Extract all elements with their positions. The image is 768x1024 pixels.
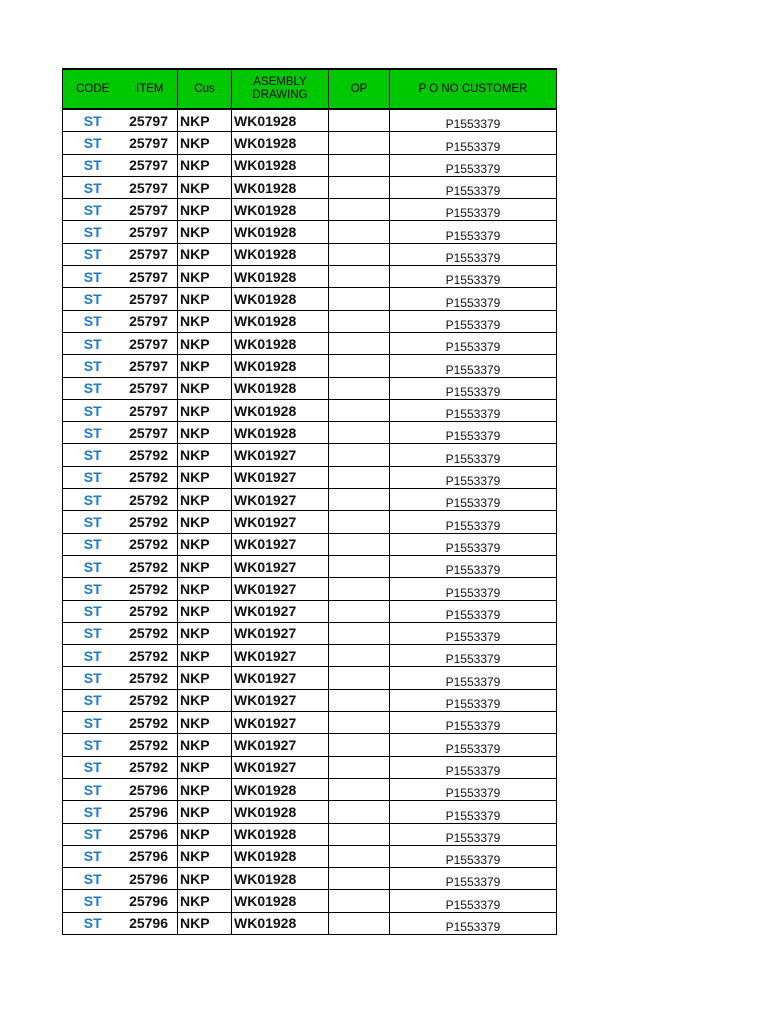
- cell-item: 25797: [123, 221, 178, 243]
- cell-cus: NKP: [178, 176, 232, 198]
- cell-item: 25797: [123, 288, 178, 310]
- cell-cus: NKP: [178, 756, 232, 778]
- cell-cus: NKP: [178, 734, 232, 756]
- table-row: [63, 890, 557, 912]
- header-code: CODE: [63, 69, 123, 109]
- table-header: [63, 69, 557, 109]
- cell-code: ST: [63, 801, 123, 823]
- cell-po-no-customer: P1553379: [390, 578, 557, 600]
- cell-po-no-customer: P1553379: [390, 667, 557, 689]
- cell-code: ST: [63, 243, 123, 265]
- table-row: [63, 912, 557, 934]
- cell-code: ST: [63, 221, 123, 243]
- table-row: [63, 868, 557, 890]
- cell-op: [329, 868, 390, 890]
- cell-item: 25797: [123, 243, 178, 265]
- cell-assembly-drawing: WK01927: [232, 734, 329, 756]
- cell-po-no-customer: P1553379: [390, 154, 557, 176]
- cell-op: [329, 310, 390, 332]
- cell-code: ST: [63, 756, 123, 778]
- cell-op: [329, 734, 390, 756]
- cell-op: [329, 243, 390, 265]
- cell-op: [329, 221, 390, 243]
- cell-code: ST: [63, 578, 123, 600]
- cell-code: ST: [63, 266, 123, 288]
- cell-po-no-customer: P1553379: [390, 712, 557, 734]
- cell-cus: NKP: [178, 154, 232, 176]
- table-row: [63, 221, 557, 243]
- cell-po-no-customer: P1553379: [390, 266, 557, 288]
- cell-po-no-customer: P1553379: [390, 912, 557, 934]
- header-assembly-line2: DRAWING: [252, 89, 308, 101]
- cell-code: ST: [63, 734, 123, 756]
- cell-cus: NKP: [178, 511, 232, 533]
- cell-assembly-drawing: WK01927: [232, 489, 329, 511]
- cell-cus: NKP: [178, 801, 232, 823]
- cell-code: ST: [63, 912, 123, 934]
- cell-op: [329, 377, 390, 399]
- cell-po-no-customer: P1553379: [390, 355, 557, 377]
- cell-op: [329, 578, 390, 600]
- cell-assembly-drawing: WK01928: [232, 868, 329, 890]
- table-row: [63, 199, 557, 221]
- table-row: [63, 444, 557, 466]
- cell-assembly-drawing: WK01928: [232, 221, 329, 243]
- cell-po-no-customer: P1553379: [390, 489, 557, 511]
- table-row: [63, 332, 557, 354]
- cell-code: ST: [63, 667, 123, 689]
- cell-cus: NKP: [178, 310, 232, 332]
- cell-item: 25797: [123, 176, 178, 198]
- cell-code: ST: [63, 466, 123, 488]
- cell-po-no-customer: P1553379: [390, 288, 557, 310]
- cell-po-no-customer: P1553379: [390, 890, 557, 912]
- table-row: [63, 600, 557, 622]
- cell-op: [329, 555, 390, 577]
- table-row: [63, 667, 557, 689]
- table-row: [63, 778, 557, 800]
- cell-cus: NKP: [178, 355, 232, 377]
- cell-assembly-drawing: WK01928: [232, 890, 329, 912]
- cell-item: 25797: [123, 266, 178, 288]
- cell-assembly-drawing: WK01928: [232, 399, 329, 421]
- table-row: [63, 109, 557, 132]
- cell-code: ST: [63, 288, 123, 310]
- cell-cus: NKP: [178, 288, 232, 310]
- cell-po-no-customer: P1553379: [390, 734, 557, 756]
- cell-assembly-drawing: WK01927: [232, 645, 329, 667]
- cell-cus: NKP: [178, 645, 232, 667]
- cell-item: 25792: [123, 622, 178, 644]
- cell-op: [329, 266, 390, 288]
- cell-cus: NKP: [178, 199, 232, 221]
- cell-cus: NKP: [178, 712, 232, 734]
- cell-op: [329, 689, 390, 711]
- cell-po-no-customer: P1553379: [390, 377, 557, 399]
- cell-op: [329, 466, 390, 488]
- cell-po-no-customer: P1553379: [390, 422, 557, 444]
- cell-op: [329, 511, 390, 533]
- cell-po-no-customer: P1553379: [390, 243, 557, 265]
- cell-code: ST: [63, 176, 123, 198]
- cell-item: 25796: [123, 845, 178, 867]
- cell-op: [329, 845, 390, 867]
- table-row: [63, 288, 557, 310]
- cell-item: 25797: [123, 132, 178, 154]
- cell-assembly-drawing: WK01927: [232, 511, 329, 533]
- cell-op: [329, 355, 390, 377]
- cell-item: 25796: [123, 823, 178, 845]
- cell-cus: NKP: [178, 912, 232, 934]
- cell-item: 25792: [123, 511, 178, 533]
- cell-po-no-customer: P1553379: [390, 868, 557, 890]
- header-assembly-drawing: [232, 69, 329, 109]
- cell-item: 25792: [123, 734, 178, 756]
- cell-assembly-drawing: WK01928: [232, 266, 329, 288]
- cell-code: ST: [63, 555, 123, 577]
- cell-assembly-drawing: WK01928: [232, 132, 329, 154]
- table-row: [63, 355, 557, 377]
- table-row: [63, 555, 557, 577]
- table-row: [63, 466, 557, 488]
- cell-code: ST: [63, 600, 123, 622]
- cell-code: ST: [63, 310, 123, 332]
- cell-item: 25797: [123, 399, 178, 421]
- cell-code: ST: [63, 845, 123, 867]
- table-row: [63, 243, 557, 265]
- cell-cus: NKP: [178, 890, 232, 912]
- cell-po-no-customer: P1553379: [390, 555, 557, 577]
- cell-po-no-customer: P1553379: [390, 109, 557, 132]
- cell-item: 25796: [123, 868, 178, 890]
- cell-po-no-customer: P1553379: [390, 533, 557, 555]
- cell-code: ST: [63, 422, 123, 444]
- table-row: [63, 132, 557, 154]
- cell-assembly-drawing: WK01928: [232, 912, 329, 934]
- cell-po-no-customer: P1553379: [390, 689, 557, 711]
- cell-cus: NKP: [178, 109, 232, 132]
- cell-cus: NKP: [178, 132, 232, 154]
- cell-assembly-drawing: WK01928: [232, 109, 329, 132]
- table-row: [63, 845, 557, 867]
- cell-cus: NKP: [178, 399, 232, 421]
- cell-assembly-drawing: WK01927: [232, 756, 329, 778]
- table-row: [63, 489, 557, 511]
- cell-po-no-customer: P1553379: [390, 221, 557, 243]
- cell-item: 25792: [123, 667, 178, 689]
- cell-code: ST: [63, 332, 123, 354]
- cell-code: ST: [63, 778, 123, 800]
- cell-item: 25796: [123, 778, 178, 800]
- cell-op: [329, 823, 390, 845]
- cell-item: 25792: [123, 555, 178, 577]
- cell-code: ST: [63, 199, 123, 221]
- cell-item: 25796: [123, 912, 178, 934]
- cell-assembly-drawing: WK01928: [232, 845, 329, 867]
- cell-code: ST: [63, 355, 123, 377]
- cell-assembly-drawing: WK01928: [232, 288, 329, 310]
- cell-assembly-drawing: WK01928: [232, 176, 329, 198]
- cell-assembly-drawing: WK01928: [232, 823, 329, 845]
- cell-op: [329, 399, 390, 421]
- cell-op: [329, 109, 390, 132]
- cell-item: 25792: [123, 533, 178, 555]
- cell-code: ST: [63, 377, 123, 399]
- cell-po-no-customer: P1553379: [390, 444, 557, 466]
- cell-code: ST: [63, 689, 123, 711]
- table-row: [63, 176, 557, 198]
- cell-po-no-customer: P1553379: [390, 622, 557, 644]
- cell-po-no-customer: P1553379: [390, 466, 557, 488]
- cell-code: ST: [63, 622, 123, 644]
- cell-cus: NKP: [178, 667, 232, 689]
- cell-assembly-drawing: WK01928: [232, 377, 329, 399]
- cell-code: ST: [63, 132, 123, 154]
- cell-po-no-customer: P1553379: [390, 176, 557, 198]
- cell-cus: NKP: [178, 689, 232, 711]
- table-row: [63, 511, 557, 533]
- header-item: ITEM: [123, 69, 178, 109]
- header-op: OP: [329, 69, 390, 109]
- cell-po-no-customer: P1553379: [390, 310, 557, 332]
- cell-op: [329, 199, 390, 221]
- cell-code: ST: [63, 712, 123, 734]
- cell-assembly-drawing: WK01927: [232, 712, 329, 734]
- table-row: [63, 645, 557, 667]
- cell-op: [329, 288, 390, 310]
- cell-assembly-drawing: WK01927: [232, 667, 329, 689]
- table-row: [63, 422, 557, 444]
- table-row: [63, 622, 557, 644]
- cell-op: [329, 176, 390, 198]
- cell-cus: NKP: [178, 243, 232, 265]
- cell-item: 25797: [123, 109, 178, 132]
- cell-op: [329, 132, 390, 154]
- cell-cus: NKP: [178, 533, 232, 555]
- cell-item: 25797: [123, 154, 178, 176]
- table-row: [63, 377, 557, 399]
- cell-cus: NKP: [178, 221, 232, 243]
- parts-table: [62, 68, 557, 935]
- table-row: [63, 689, 557, 711]
- table-row: [63, 823, 557, 845]
- cell-code: ST: [63, 489, 123, 511]
- cell-code: ST: [63, 890, 123, 912]
- cell-assembly-drawing: WK01928: [232, 310, 329, 332]
- cell-op: [329, 622, 390, 644]
- cell-po-no-customer: P1553379: [390, 645, 557, 667]
- cell-item: 25797: [123, 310, 178, 332]
- cell-op: [329, 600, 390, 622]
- cell-po-no-customer: P1553379: [390, 801, 557, 823]
- cell-item: 25792: [123, 712, 178, 734]
- cell-op: [329, 332, 390, 354]
- cell-assembly-drawing: WK01928: [232, 422, 329, 444]
- table-row: [63, 533, 557, 555]
- cell-assembly-drawing: WK01928: [232, 243, 329, 265]
- cell-assembly-drawing: WK01927: [232, 578, 329, 600]
- cell-assembly-drawing: WK01927: [232, 466, 329, 488]
- cell-op: [329, 778, 390, 800]
- cell-cus: NKP: [178, 778, 232, 800]
- cell-op: [329, 422, 390, 444]
- cell-item: 25792: [123, 756, 178, 778]
- cell-assembly-drawing: WK01928: [232, 154, 329, 176]
- header-assembly-line1: ASEMBLY: [253, 76, 307, 88]
- cell-item: 25797: [123, 377, 178, 399]
- table-row: [63, 310, 557, 332]
- table-row: [63, 734, 557, 756]
- cell-assembly-drawing: WK01927: [232, 622, 329, 644]
- cell-item: 25792: [123, 645, 178, 667]
- cell-po-no-customer: P1553379: [390, 756, 557, 778]
- cell-code: ST: [63, 444, 123, 466]
- cell-cus: NKP: [178, 578, 232, 600]
- cell-item: 25797: [123, 199, 178, 221]
- cell-op: [329, 667, 390, 689]
- cell-item: 25792: [123, 466, 178, 488]
- cell-item: 25797: [123, 422, 178, 444]
- cell-po-no-customer: P1553379: [390, 823, 557, 845]
- cell-item: 25796: [123, 890, 178, 912]
- cell-po-no-customer: P1553379: [390, 332, 557, 354]
- cell-po-no-customer: P1553379: [390, 511, 557, 533]
- cell-assembly-drawing: WK01927: [232, 444, 329, 466]
- cell-op: [329, 756, 390, 778]
- cell-op: [329, 912, 390, 934]
- cell-po-no-customer: P1553379: [390, 600, 557, 622]
- cell-item: 25792: [123, 578, 178, 600]
- cell-assembly-drawing: WK01928: [232, 801, 329, 823]
- cell-op: [329, 489, 390, 511]
- cell-code: ST: [63, 399, 123, 421]
- cell-cus: NKP: [178, 823, 232, 845]
- cell-cus: NKP: [178, 332, 232, 354]
- cell-item: 25796: [123, 801, 178, 823]
- cell-code: ST: [63, 868, 123, 890]
- cell-code: ST: [63, 823, 123, 845]
- cell-cus: NKP: [178, 622, 232, 644]
- cell-cus: NKP: [178, 422, 232, 444]
- cell-assembly-drawing: WK01927: [232, 600, 329, 622]
- cell-cus: NKP: [178, 845, 232, 867]
- cell-assembly-drawing: WK01927: [232, 533, 329, 555]
- table-body: [63, 109, 557, 934]
- cell-op: [329, 712, 390, 734]
- cell-item: 25792: [123, 600, 178, 622]
- cell-code: ST: [63, 154, 123, 176]
- cell-code: ST: [63, 511, 123, 533]
- cell-po-no-customer: P1553379: [390, 845, 557, 867]
- table-row: [63, 756, 557, 778]
- cell-po-no-customer: P1553379: [390, 132, 557, 154]
- table-row: [63, 266, 557, 288]
- table-row: [63, 801, 557, 823]
- cell-cus: NKP: [178, 266, 232, 288]
- cell-po-no-customer: P1553379: [390, 399, 557, 421]
- cell-op: [329, 154, 390, 176]
- cell-item: 25792: [123, 489, 178, 511]
- cell-op: [329, 645, 390, 667]
- cell-assembly-drawing: WK01928: [232, 778, 329, 800]
- cell-op: [329, 801, 390, 823]
- cell-code: ST: [63, 533, 123, 555]
- cell-cus: NKP: [178, 489, 232, 511]
- cell-item: 25797: [123, 332, 178, 354]
- cell-assembly-drawing: WK01927: [232, 689, 329, 711]
- cell-code: ST: [63, 109, 123, 132]
- cell-item: 25792: [123, 689, 178, 711]
- cell-item: 25792: [123, 444, 178, 466]
- cell-cus: NKP: [178, 466, 232, 488]
- table-row: [63, 578, 557, 600]
- cell-op: [329, 890, 390, 912]
- cell-assembly-drawing: WK01928: [232, 199, 329, 221]
- cell-assembly-drawing: WK01928: [232, 355, 329, 377]
- table-row: [63, 399, 557, 421]
- cell-cus: NKP: [178, 444, 232, 466]
- table-row: [63, 712, 557, 734]
- cell-po-no-customer: P1553379: [390, 199, 557, 221]
- cell-cus: NKP: [178, 555, 232, 577]
- cell-assembly-drawing: WK01927: [232, 555, 329, 577]
- cell-item: 25797: [123, 355, 178, 377]
- cell-op: [329, 533, 390, 555]
- cell-cus: NKP: [178, 868, 232, 890]
- header-cus: Cus: [178, 69, 232, 109]
- cell-code: ST: [63, 645, 123, 667]
- cell-cus: NKP: [178, 600, 232, 622]
- header-po-no-customer: P O NO CUSTOMER: [390, 69, 557, 109]
- cell-po-no-customer: P1553379: [390, 778, 557, 800]
- table-row: [63, 154, 557, 176]
- cell-op: [329, 444, 390, 466]
- cell-assembly-drawing: WK01928: [232, 332, 329, 354]
- cell-cus: NKP: [178, 377, 232, 399]
